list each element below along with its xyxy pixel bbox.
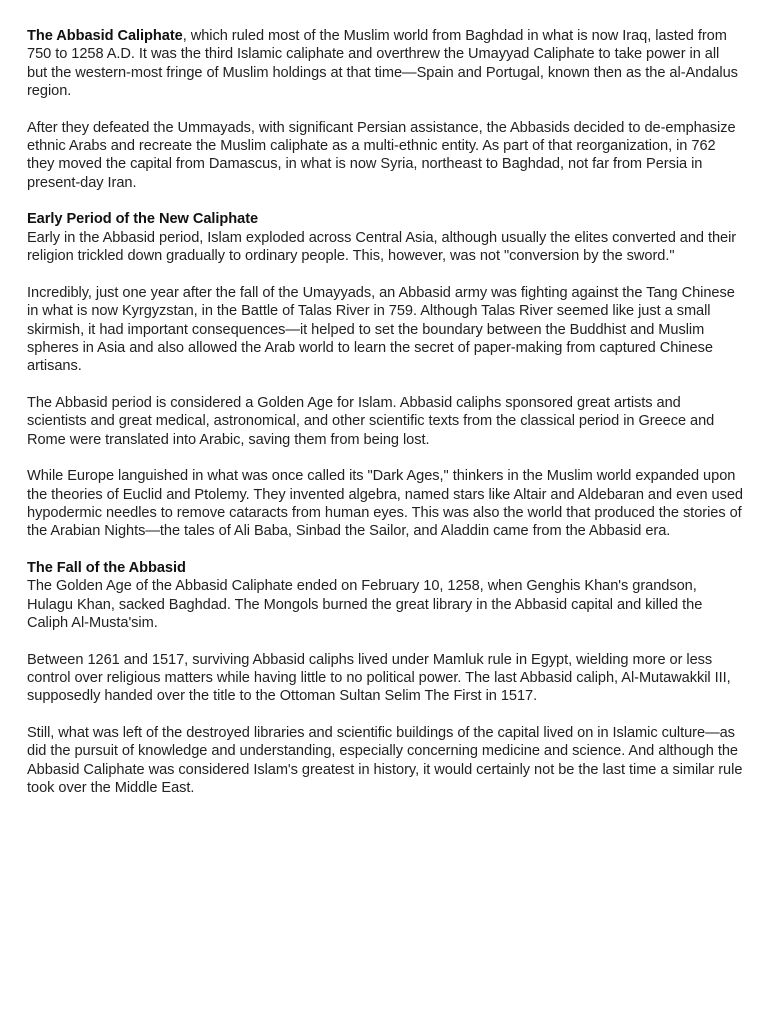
intro-text: , which ruled most of the Muslim world from Baghdad in what is now Iraq, lasted from 750 to 1258 A.D. It was the third Islamic caliphate and overthrew the Umayyad Caliphate to take power in all but the western-most fringe of Muslim holdings at that time—Spain and Portugal, known then as the al-Andalus region.	[27, 28, 738, 100]
paragraph-sack-of-baghdad: The Golden Age of the Abbasid Caliphate ended on February 10, 1258, when Genghis Khan's grandson, Hulagu Khan, sacked Baghdad. The Mongols burned the great library in the Abbasid capital and killed the Caliph Al-Musta'sim.	[27, 578, 703, 631]
paragraph-central-asia: Early in the Abbasid period, Islam exploded across Central Asia, although usually the elites converted and their religion trickled down gradually to ordinary people. This, however, was not "conversion by the sword."	[27, 229, 737, 265]
section-fall	[27, 559, 743, 632]
article-body	[27, 27, 743, 816]
intro-lead-term: The Abbasid Caliphate	[27, 28, 183, 44]
paragraph-legacy: Still, what was left of the destroyed libraries and scientific buildings of the capital lived on in Islamic culture—as did the pursuit of knowledge and understanding, especially concerning medicine and science. And although the Abbasid Caliphate was considered Islam's greatest in history, it would certainly not be the last time a similar rule took over the Middle East.	[27, 725, 743, 797]
section-heading-early-period: Early Period of the New Caliphate	[27, 211, 259, 228]
paragraph-dark-ages: While Europe languished in what was once called its "Dark Ages," thinkers in the Muslim world expanded upon the theories of Euclid and Ptolemy. They invented algebra, named stars like Altair and Aldebaran and even used hypodermic needles to remove cataracts from human eyes. This was also the world that produced the stories of the Arabian Nights—the tales of Ali Baba, Sinbad the Sailor, and Aladdin came from the Abbasid era.	[27, 468, 743, 540]
paragraph-talas-river: Incredibly, just one year after the fall of the Umayyads, an Abbasid army was fighting against the Tang Chinese in what is now Kyrgyzstan, in the Battle of Talas River in 759. Although Talas River seemed like just a small skirmish, it had important consequences—it helped to set the boundary between the Buddhist and Muslim spheres in Asia and also allowed the Arab world to learn the secret of paper-making from captured Chinese artisans.	[27, 284, 735, 375]
section-heading-fall: The Fall of the Abbasid	[27, 559, 186, 576]
paragraph-golden-age: The Abbasid period is considered a Golden Age for Islam. Abbasid caliphs sponsored great artists and scientists and great medical, astronomical, and other scientific texts from the classical period in Greece and Rome were translated into Arabic, saving them from being lost.	[27, 394, 715, 448]
section-early-period	[27, 210, 743, 265]
paragraph-mamluk-rule: Between 1261 and 1517, surviving Abbasid caliphs lived under Mamluk rule in Egypt, wielding more or less control over religious matters while having little to no political power. The last Abbasid caliph, Al-Mutawakkil III, supposedly handed over the title to the Ottoman Sultan Selim The First in 1517.	[27, 651, 731, 705]
intro-paragraph	[27, 27, 743, 100]
paragraph-capital-move: After they defeated the Ummayads, with significant Persian assistance, the Abbasids decided to de-emphasize ethnic Arabs and recreate the Muslim caliphate as a multi-ethnic entity. As part of that reorganization, in 762 they moved the capital from Damascus, in what is now Syria, northeast to Baghdad, not far from Persia in present-day Iran.	[27, 119, 736, 191]
